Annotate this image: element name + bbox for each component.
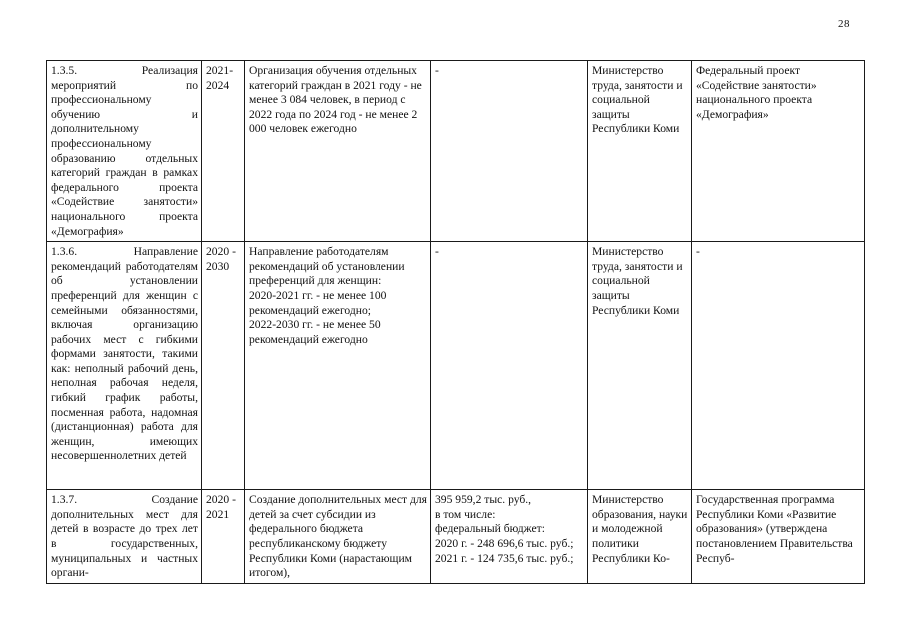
table-row: [47, 61, 865, 242]
measure-name-cell: [47, 490, 202, 584]
table-row: [47, 490, 865, 584]
measure-name: 1.3.7. Создание дополнительных мест для детей в возрасте до трех лет в государственных, муниципальных и частных органи-: [51, 493, 198, 580]
funding: -: [435, 245, 439, 259]
program-link: Государственная программа Республики Коми «Развитие образования» (утверждена постановлением Правительства Респуб-: [696, 493, 853, 565]
measure-name: 1.3.5. Реализация мероприятий по профессиональному обучению и дополнительному профессиональному образованию отдельных категорий граждан в рамках федерального проекта «Содействие занятости» национального проекта «Демография»: [51, 64, 198, 238]
measure-name-cell: [47, 61, 202, 242]
table-row: [47, 242, 865, 490]
expected-result: Направление работодателям рекомендаций об установлении преференций для женщин: 2020-2021 гг. - не менее 100 рекомендаций ежегодно; 2022-2030 гг. - не менее 50 рекомендаций ежегодно: [249, 245, 405, 346]
funding: -: [435, 64, 439, 77]
expected-result: Организация обучения отдельных категорий граждан в 2021 году - не менее 3 084 человек, в период с 2022 года по 2024 год - не менее 2 000 человек ежегодно: [249, 64, 422, 136]
funding: 395 959,2 тыс. руб., в том числе: федеральный бюджет: 2020 г. - 248 696,6 тыс. руб.; 2021 г. - 124 735,6 тыс. руб.;: [435, 493, 574, 565]
executor: Министерство образования, науки и молодежной политики Республики Ко-: [592, 493, 688, 565]
measures-table: [46, 60, 865, 584]
executor-cell: [588, 61, 692, 242]
measure-name: 1.3.6. Направление рекомендаций работодателям об установлении преференций для женщин с семейными обязанностями, включая организацию рабочих мест с гибкими формами занятости, такими как: неполный рабочий день, неполная рабочая неделя, гибкий график работы, посменная работа, надомная (дистанционная) работа для женщин, имеющих несовершеннолетних детей: [51, 245, 198, 463]
result-cell: [245, 61, 431, 242]
link-cell: [692, 490, 865, 584]
program-link: -: [696, 245, 700, 259]
period-cell: [202, 242, 245, 490]
expected-result: Создание дополнительных мест для детей за счет субсидии из федерального бюджета республиканскому бюджету Республики Коми (нарастающим итогом),: [249, 493, 428, 580]
period-cell: [202, 490, 245, 584]
program-link: Федеральный проект «Содействие занятости» национального проекта «Демография»: [696, 64, 817, 121]
page-number: 28: [838, 18, 850, 30]
executor: Министерство труда, занятости и социальной защиты Республики Коми: [592, 245, 683, 317]
period-cell: [202, 61, 245, 242]
period: 2020 - 2021: [206, 493, 236, 521]
result-cell: [245, 242, 431, 490]
executor-cell: [588, 242, 692, 490]
executor-cell: [588, 490, 692, 584]
funding-cell: [431, 242, 588, 490]
period: 2021- 2024: [206, 64, 234, 92]
link-cell: [692, 242, 865, 490]
executor: Министерство труда, занятости и социальной защиты Республики Коми: [592, 64, 683, 136]
result-cell: [245, 490, 431, 584]
period: 2020 - 2030: [206, 245, 236, 273]
funding-cell: [431, 61, 588, 242]
measure-name-cell: [47, 242, 202, 490]
link-cell: [692, 61, 865, 242]
funding-cell: [431, 490, 588, 584]
